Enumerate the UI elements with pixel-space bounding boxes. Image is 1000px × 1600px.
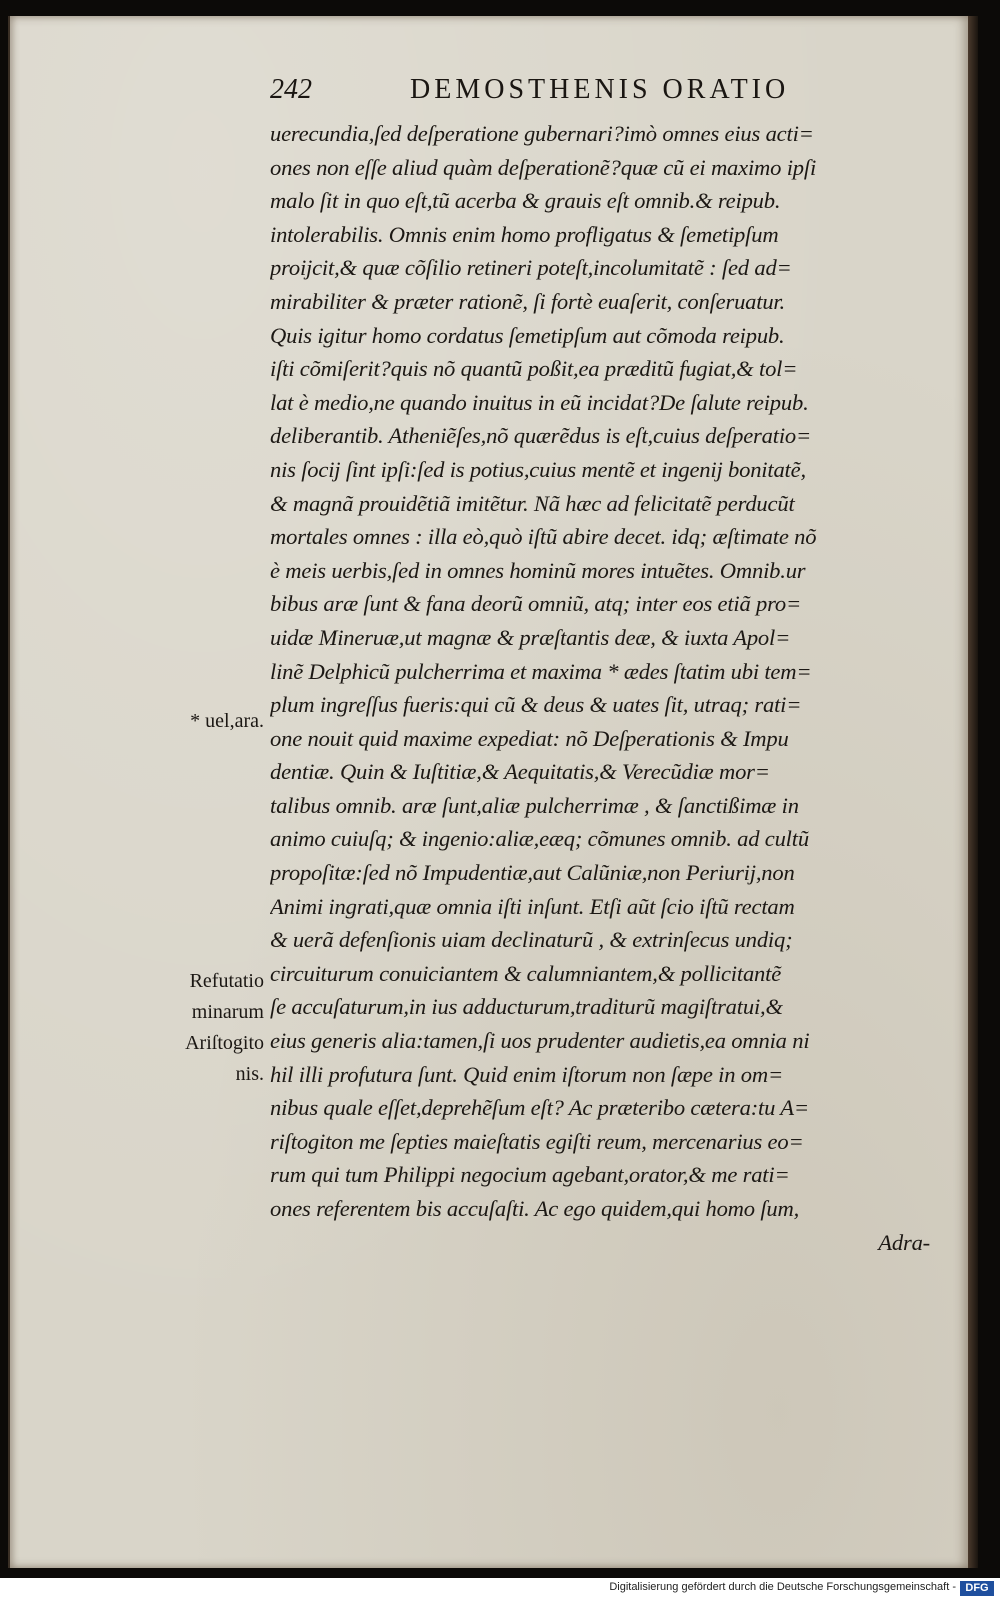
funding-credit: Digitalisierung gefördert durch die Deutsche Forschungsgemeinschaft - xyxy=(609,1581,956,1593)
margin-note-refutatio xyxy=(130,966,264,1090)
margin-note-line: Ariſtogito xyxy=(185,1032,264,1054)
text-line: Animi ingrati,quæ omnia iſti inſunt. Etſi aũt ſcio iſtũ rectam xyxy=(270,893,795,919)
text-line: mirabiliter & præter rationẽ, ſi fortè euaſerit, conſeruatur. xyxy=(270,288,785,314)
dfg-logo[interactable]: DFG xyxy=(960,1581,994,1596)
text-line: rum qui tum Philippi negocium agebant,orator,& me rati= xyxy=(270,1162,790,1188)
text-line: nibus quale eſſet,deprehẽſum eſt? Ac præteribo cætera:tu A= xyxy=(270,1095,809,1121)
text-line: uidæ Mineruæ,ut magnæ & præſtantis deæ, & iuxta Apol= xyxy=(270,624,791,650)
text-line: hil illi profutura ſunt. Quid enim iſtorum non ſæpe in om= xyxy=(270,1061,784,1087)
text-line: linẽ Delphicũ pulcherrima et maxima * ædes ſtatim ubi tem= xyxy=(270,658,812,684)
text-line: & magnã prouidẽtiã imitẽtur. Nã hæc ad felicitatẽ perducũt xyxy=(270,490,795,516)
text-line: circuiturum conuiciantem & calumniantem,& pollicitantẽ xyxy=(270,960,782,986)
text-line: è meis uerbis,ſed in omnes hominũ mores intuẽtes. Omnib.ur xyxy=(270,557,806,583)
text-line: nis ſocij ſint ipſi:ſed is potius,cuius mentẽ et ingenij bonitatẽ, xyxy=(270,456,806,482)
text-line: Quis igitur homo cordatus ſemetipſum aut cõmoda reipub. xyxy=(270,322,785,348)
text-line: mortales omnes : illa eò,quò iſtũ abire decet. idq; æſtimate nõ xyxy=(270,524,817,550)
text-line: proijcit,& quæ cõſilio retineri poteſt,incolumitatẽ : ſed ad= xyxy=(270,255,792,281)
text-line: ones non eſſe aliud quàm deſperationẽ?quæ cũ ei maximo ipſi xyxy=(270,154,817,180)
running-header xyxy=(270,74,870,110)
text-line: iſti cõmiſerit?quis nõ quantũ poßit,ea præditũ fugiat,& tol= xyxy=(270,356,798,382)
text-line: talibus omnib. aræ ſunt,aliæ pulcherrimæ , & ſanctißimæ in xyxy=(270,792,799,818)
margin-note-ara xyxy=(140,706,264,737)
page-edge-shadow xyxy=(968,16,978,1568)
text-line: propoſitæ:ſed nõ Impudentiæ,aut Calũniæ,non Periurij,non xyxy=(270,860,795,886)
text-line: eius generis alia:tamen,ſi uos prudenter audietis,ea omnia ni xyxy=(270,1028,810,1054)
margin-note-line: * uel,ara. xyxy=(190,710,264,732)
text-line: & uerã defenſionis uiam declinaturũ , & extrinſecus undiq; xyxy=(270,927,793,953)
margin-note-line: minarum xyxy=(191,1001,264,1023)
text-line: lat è medio,ne quando inuitus in eũ incidat?De ſalute reipub. xyxy=(270,389,809,415)
text-line: uerecundia,ſed deſperatione gubernari?imò omnes eius acti= xyxy=(270,121,814,146)
text-line: deliberantib. Atheniẽſes,nõ quærẽdus is eſt,cuius deſperatio= xyxy=(270,423,812,449)
text-line: riſtogiton me ſepties maieſtatis egiſti reum, mercenarius eo= xyxy=(270,1128,804,1154)
text-line: one nouit quid maxime expediat: nõ Deſperationis & Impu xyxy=(270,725,789,751)
text-line: dentiæ. Quin & Iuſtitiæ,& Aequitatis,& Verecũdiæ mor= xyxy=(270,759,770,785)
text-line: plum ingreſſus fueris:qui cũ & deus & uates ſit, utraq; rati= xyxy=(270,692,802,718)
text-line: ſe accuſaturum,in ius adducturum,traditurũ magiſtratui,& xyxy=(270,994,783,1020)
margin-note-line: nis. xyxy=(235,1063,264,1085)
digitization-footer xyxy=(0,1578,1000,1600)
text-line: intolerabilis. Omnis enim homo profligatus & ſemetipſum xyxy=(270,221,779,247)
margin-note-line: Refutatio xyxy=(189,970,264,992)
text-line: bibus aræ ſunt & fana deorũ omniũ, atq; inter eos etiã pro= xyxy=(270,591,802,617)
body-text xyxy=(270,117,930,1259)
running-title: DEMOSTHENIS ORATIO xyxy=(410,74,790,105)
text-line: malo ſit in quo eſt,tũ acerba & grauis eſt omnib.& reipub. xyxy=(270,188,781,214)
page-number: 242 xyxy=(270,74,312,105)
text-line: animo cuiuſq; & ingenio:aliæ,eæq; cõmunes omnib. ad cultũ xyxy=(270,826,809,852)
catchword: Adra- xyxy=(878,1229,930,1255)
text-line: ones referentem bis accuſaſti. Ac ego quidem,qui homo ſum, xyxy=(270,1196,800,1221)
